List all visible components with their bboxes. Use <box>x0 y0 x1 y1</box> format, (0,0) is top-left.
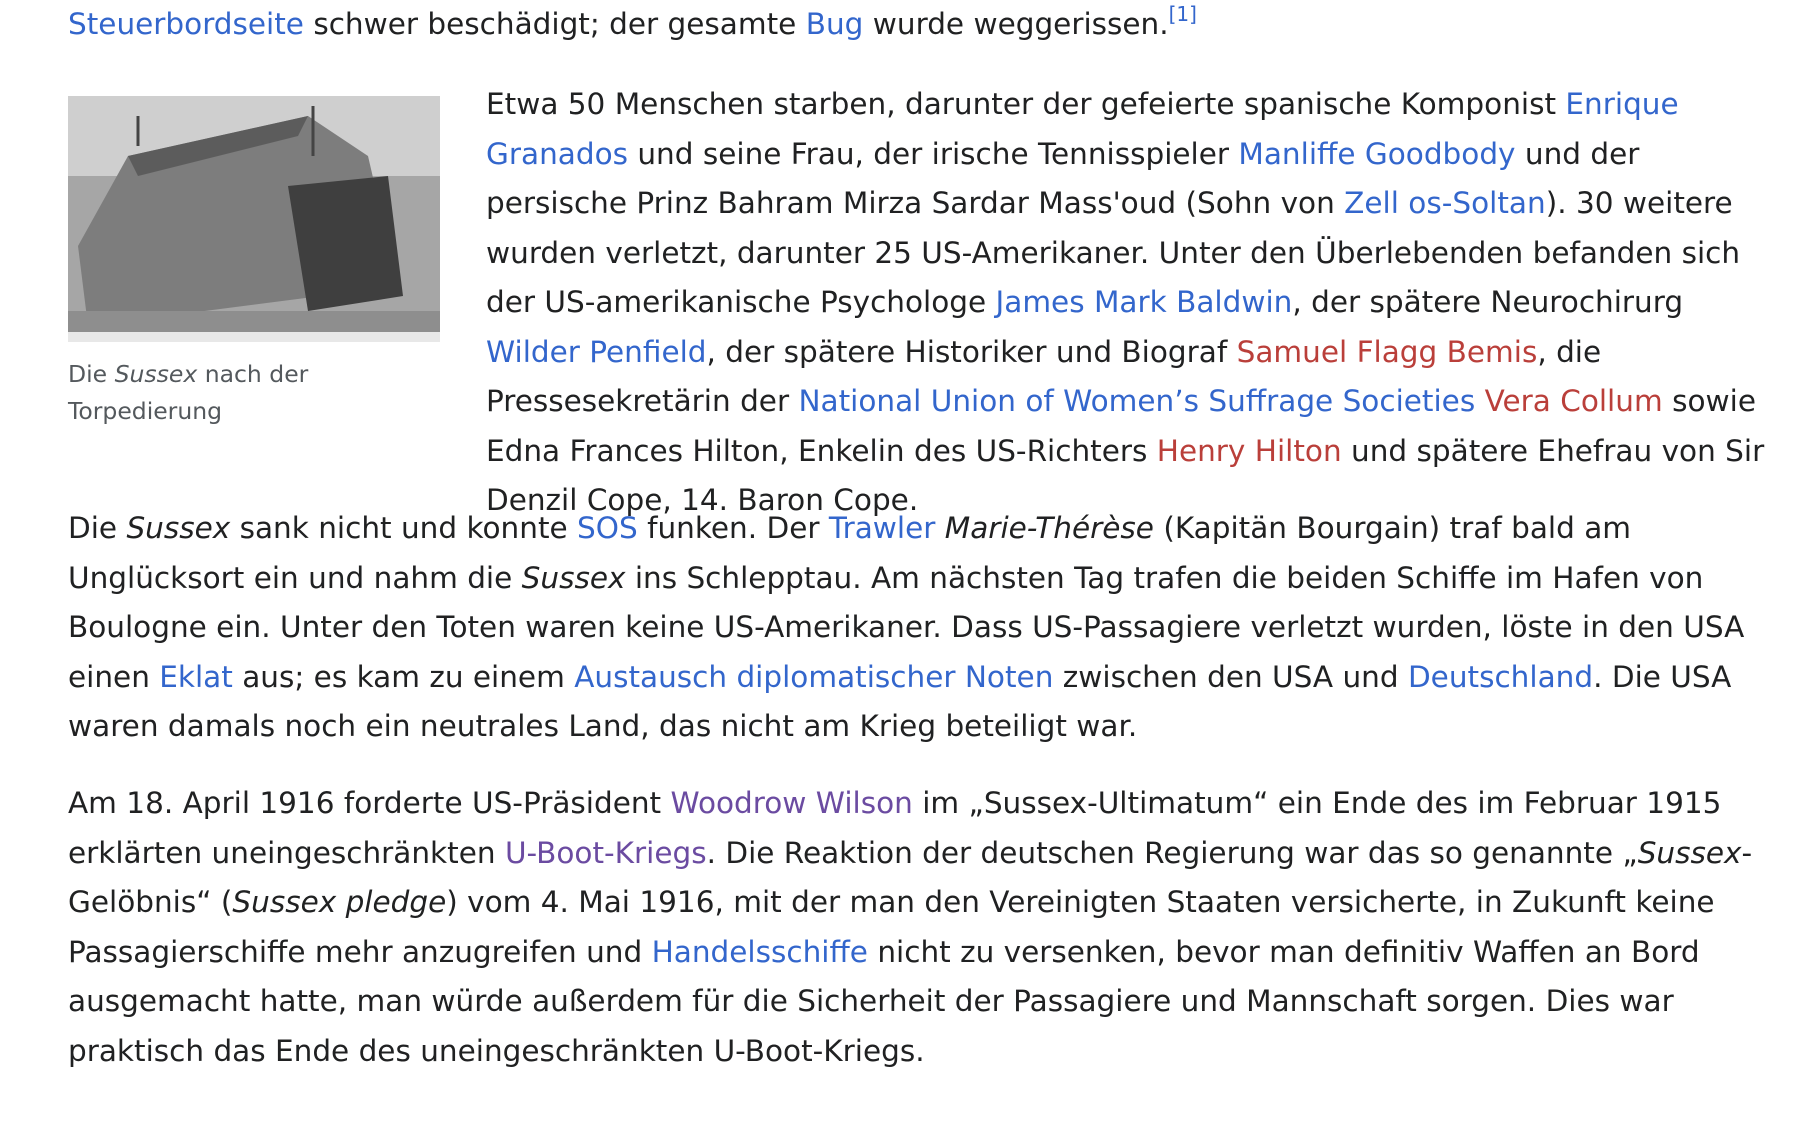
text: und seine Frau, der irische Tennisspieler <box>627 136 1239 171</box>
link-nuwss[interactable]: National Union of Women’s Suffrage Societies <box>798 384 1476 418</box>
link-vera-collum[interactable]: Vera Collum <box>1484 384 1663 418</box>
paragraph-3 <box>68 504 1768 752</box>
text: und der persische Prinz Bahram Mirza Sardar Mass'oud (Sohn von <box>486 136 1640 220</box>
text: , der spätere Historiker und Biograf <box>706 334 1237 369</box>
text <box>935 511 944 545</box>
italic-text: Sussex pledge <box>232 885 447 919</box>
text: -Gelöbnis“ ( <box>68 835 1753 919</box>
text: nicht zu versenken, bevor man definitiv Waffen an Bord ausgemacht hatte, man würde außerdem für die Sicherheit der Passagiere und Mannschaft sorgen. Dies war praktisch das Ende des uneingeschränkten U-Boot-Kriegs. <box>68 934 1700 1068</box>
link-eklat[interactable]: Eklat <box>159 659 233 694</box>
text: . Die Reaktion der deutschen Regierung war das so genannte „ <box>706 835 1638 870</box>
reference-1[interactable]: [1] <box>1168 2 1197 26</box>
link-austausch-diplomatischer-noten[interactable]: Austausch diplomatischer Noten <box>574 659 1054 694</box>
text: Am 18. April 1916 forderte US-Präsident <box>68 786 671 820</box>
text: sank nicht und konnte <box>230 511 578 545</box>
caption-text: Die <box>68 360 115 388</box>
link-wilder-penfield[interactable]: Wilder Penfield <box>486 334 707 369</box>
text: zwischen den USA und <box>1053 659 1408 694</box>
link-samuel-flagg-bemis[interactable]: Samuel Flagg Bemis <box>1236 334 1538 369</box>
italic-text: Sussex <box>521 560 626 595</box>
text: aus; es kam zu einem <box>232 659 575 694</box>
text: funken. Der <box>637 511 829 545</box>
text: (Kapitän Bourgain) traf bald am Unglücksort ein und nahm die <box>68 511 1632 595</box>
text: Die <box>68 511 127 545</box>
link-henry-hilton[interactable]: Henry Hilton <box>1156 433 1342 468</box>
paragraph-4 <box>68 779 1768 1076</box>
text <box>1475 384 1484 418</box>
paragraph-1 <box>68 0 1197 50</box>
text: schwer beschädigt; der gesamte <box>303 7 806 41</box>
text: . Die USA waren damals noch ein neutrales Land, das nicht am Krieg beteiligt war. <box>68 659 1732 743</box>
text: , die Pressesekretärin der <box>486 334 1602 418</box>
paragraph-2 <box>486 80 1786 526</box>
text: im „Sussex-Ultimatum“ ein Ende des im Februar 1915 erklärten uneingeschränkten <box>68 786 1722 870</box>
italic-text: Marie-Thérèse <box>944 511 1154 545</box>
caption-italic: Sussex <box>114 360 198 388</box>
link-sos[interactable]: SOS <box>577 511 638 545</box>
link-trawler[interactable]: Trawler <box>828 511 936 545</box>
text: ). 30 weitere wurden verletzt, darunter 25 US-Amerikaner. Unter den Überlebenden befanden sich der US-amerikanische Psychologe <box>486 186 1741 319</box>
figure-caption <box>68 356 448 430</box>
italic-text: Sussex <box>126 511 231 545</box>
link-james-mark-baldwin[interactable]: James Mark Baldwin <box>995 285 1293 319</box>
text: ins Schlepptau. Am nächsten Tag trafen die beiden Schiffe im Hafen von Boulogne ein. Unter den Toten waren keine US-Amerikaner. Dass US-Passagiere verletzt wurden, löste in den USA einen <box>68 560 1745 694</box>
text: und spätere Ehefrau von Sir Denzil Cope, 14. Baron Cope. <box>486 433 1765 517</box>
link-woodrow-wilson[interactable]: Woodrow Wilson <box>670 786 913 820</box>
link-manliffe-goodbody[interactable]: Manliffe Goodbody <box>1238 136 1516 171</box>
figure <box>68 96 448 430</box>
text: , der spätere Neurochirurg <box>1292 285 1684 319</box>
text: ) vom 4. Mai 1916, mit der man den Vereinigten Staaten versicherte, in Zukunft keine Passagierschiffe mehr anzugreifen und <box>68 885 1715 969</box>
link-u-boot-kriegs[interactable]: U-Boot-Kriegs <box>504 835 707 870</box>
text: wurde weggerissen. <box>863 7 1169 41</box>
text: sowie Edna Frances Hilton, Enkelin des US-Richters <box>486 384 1756 468</box>
italic-text: Sussex <box>1637 835 1742 870</box>
link-deutschland[interactable]: Deutschland <box>1407 659 1594 694</box>
ship-photo[interactable] <box>68 96 440 342</box>
link-handelsschiffe[interactable]: Handelsschiffe <box>651 934 868 969</box>
link-zell-os-soltan[interactable]: Zell os-Soltan <box>1344 186 1546 220</box>
link-bug[interactable]: Bug <box>805 7 864 41</box>
link-steuerbordseite[interactable]: Steuerbordseite <box>68 7 304 41</box>
text: Etwa 50 Menschen starben, darunter der gefeierte spanische Komponist <box>486 87 1566 121</box>
caption-text: nach der Torpedierung <box>68 360 309 425</box>
link-enrique-granados[interactable]: Enrique Granados <box>486 87 1679 171</box>
